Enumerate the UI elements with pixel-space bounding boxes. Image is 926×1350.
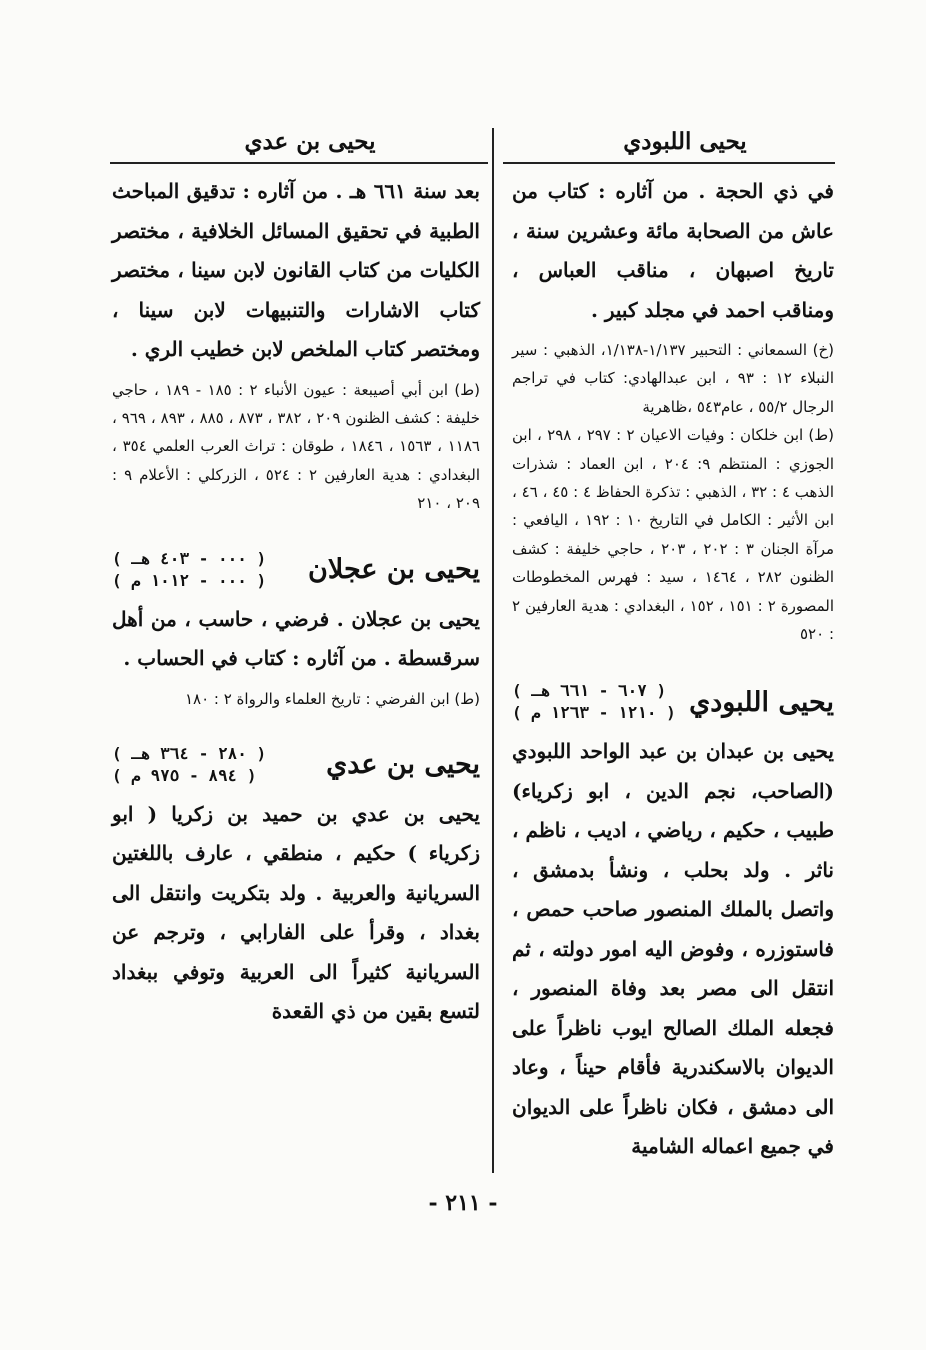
left-column (112, 172, 480, 1032)
references-manuscripts: (خ) السمعاني : التحبير ١/١٣٧-١/١٣٨، الذهبي : سير النبلاء ١٢ : ٩٣ ، ابن عبدالهادي: كتاب في تراجم الرجال ٥٥/٢ ، عام٥٤٣ ،ظاهرية (512, 341, 834, 416)
dates-gregorian: ( ٠٠٠ - ١٠١٢ م ) (112, 570, 267, 590)
entry-heading (512, 672, 834, 732)
entry-dates (112, 743, 266, 787)
entry-heading (112, 735, 480, 795)
dates-hijri: ( ٢٨٠ - ٣٦٤ هـ ) (112, 743, 267, 763)
page-number: - ٢١١ - (428, 1190, 498, 1216)
entry-dates (112, 548, 266, 592)
references-printed: (ط) ابن خلكان : وفيات الاعيان ٢ : ٢٩٧ ، ٢٩٨ ، ابن الجوزي : المنتظم ٩: ٢٠٤ ، ابن العماد : شذرات الذهب ٤ : ٣٢ ، الذهبي : تذكرة الحفاظ ٤ : ٤٥ ، ٤٦ ، ابن الأثير : الكامل في التاريخ ١٠ : ١٩٢ ، اليافعي : مرآة الجنان ٣ : ٢٠٢ ، ٢٠٣ ، حاجي خليفة : كشف الظنون ٢٨٢ ، ١٤٦٤ ، سيد : فهرس المخطوطات المصورة ٢ : ١٥١ ، ١٥٢ ، البغدادي : هدية العارفين ٢ : ٥٢٠ (512, 426, 835, 644)
column-divider (492, 128, 494, 1173)
dates-gregorian: ( ١٢١٠ - ١٢٦٣ م ) (512, 703, 676, 723)
entry-text: يحيى بن عجلان . فرضي ، حاسب ، من أهل سرقسطة . من آثاره : كتاب في الحساب . (112, 606, 480, 671)
header-rule-left (110, 162, 488, 164)
right-column (512, 172, 834, 1167)
entry-text: يحيى بن عدي بن حميد بن زكريا ( ابو زكرياء ) حكيم ، منطقي ، عارف باللغتين السريانية والعربية . ولد بتكريت وانتقل الى بغداد ، وقرأ على الفارابي ، وترجم عن السريانية كثيراً الى العربية وتوفي ببغداد لتسع بقين من ذي القعدة (112, 801, 480, 1024)
dates-hijri: ( ٠٠٠ - ٤٠٣ هـ ) (112, 548, 267, 568)
header-rule-right (503, 162, 835, 164)
running-header-left: يحيى بن عدي (244, 128, 376, 155)
dates-hijri: ( ٦٠٧ - ٦٦١ هـ ) (512, 681, 667, 701)
running-header-right: يحيى اللبودي (623, 128, 747, 155)
entry-reference: (ط) ابن الفرضي : تاريخ العلماء والرواة ٢ : ١٨٠ (184, 689, 480, 708)
entry-name: يحيى بن عجلان (308, 554, 480, 586)
entry-heading (112, 540, 480, 600)
references-printed: (ط) ابن أبي أصيبعة : عيون الأنباء ٢ : ١٨٥ - ١٨٩ ، حاجي خليفة : كشف الظنون ٢٠٩ ، ٣٨٢ ، ٨٧٣ ، ٨٨٥ ، ٨٩٣ ، ٩٦٩ ، ١١٨٦ ، ١٥٦٣ ، ١٨٤٦ ، طوقان : تراث العرب العلمي ٣٥٤ ، البغدادي : هدية العارفين ٢ : ٥٢٤ ، الزركلي : الأعلام ٩ : ٢٠٩ ، ٢١٠ (112, 380, 481, 513)
continuation-text: في ذي الحجة . من آثاره : كتاب من عاش من الصحابة مائة وعشرين سنة ، تاريخ اصبهان ، مناقب العباس ، ومناقب احمد في مجلد كبير . (512, 179, 834, 322)
entry-text: يحيى بن عبدان بن عبد الواحد اللبودي (الصاحب، نجم الدين ، ابو زكرياء) طبيب ، حكيم ، رياضي ، اديب ، ناظم ، ناثر . ولد بحلب ، ونشأ بدمشق ، واتصل بالملك المنصور صاحب حمص ، فاستوزره ، وفوض اليه امور دولته ، ثم انتقل الى مصر بعد وفاة المنصور ، فجعله الملك الصالح ايوب ناظراً على الديوان بالاسكندرية فأقام حيناً ، وعاد الى دمشق ، فكان ناظراً على الديوان في جميع اعماله الشامية (512, 739, 834, 1159)
entry-name: يحيى بن عدي (326, 749, 480, 781)
continuation-text: بعد سنة ٦٦١ هـ . من آثاره : تدقيق المباحث الطبية في تحقيق المسائل الخلافية ، مختصر الكليات من كتاب القانون لابن سينا ، مختصر كتاب الاشارات والتنبيهات لابن سينا ، ومختصر كتاب الملخص لابن خطيب الري . (112, 179, 480, 361)
entry-dates (512, 680, 676, 724)
entry-name: يحيى اللبودي (689, 686, 834, 718)
dates-gregorian: ( ٨٩٤ - ٩٧٥ م ) (112, 765, 257, 785)
